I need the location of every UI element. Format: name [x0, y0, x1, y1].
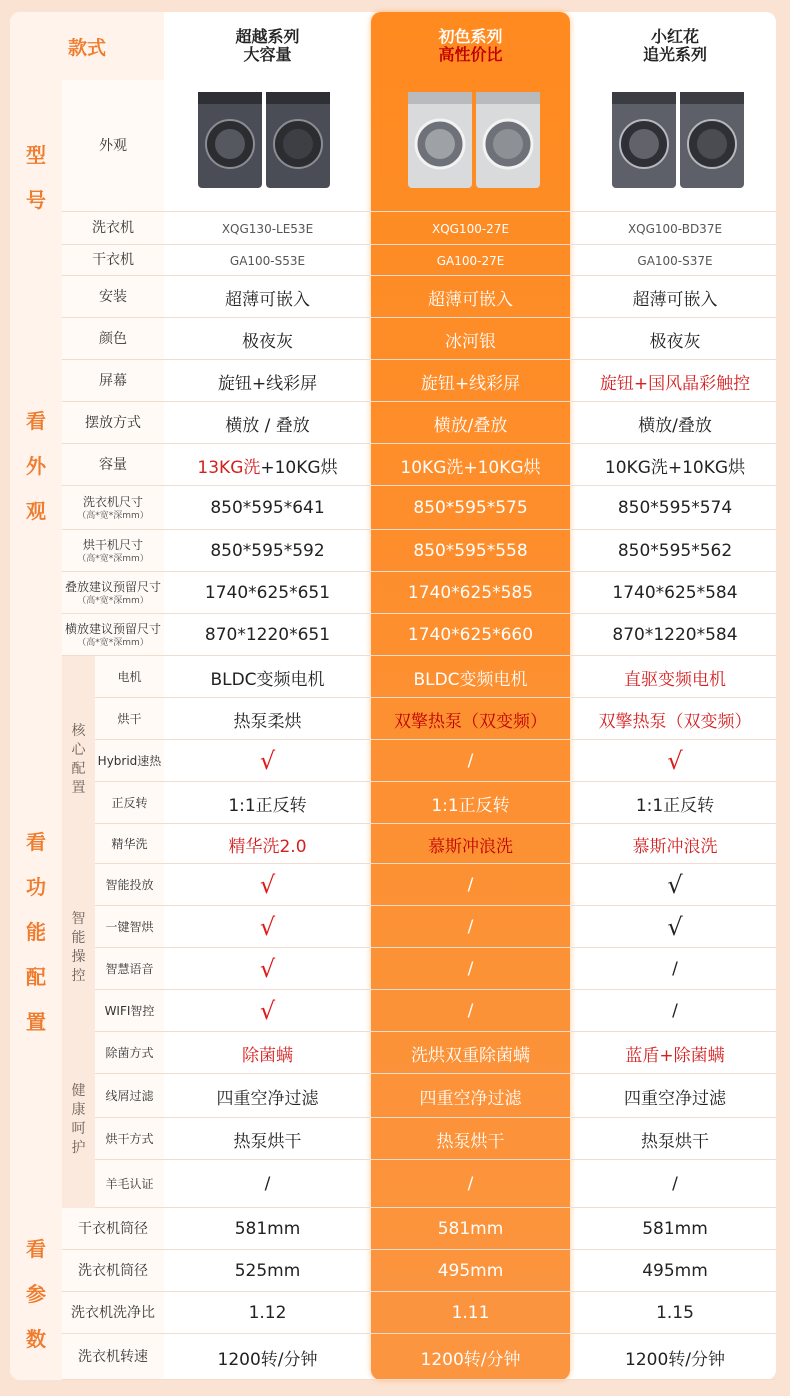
cell-value: 1200转/分钟 — [420, 1349, 521, 1370]
cell-dryer_drum-2 — [371, 1208, 570, 1250]
check-mark: √ — [667, 913, 683, 941]
row-label-text: 洗衣机筒径 — [78, 1262, 148, 1279]
cell-stack_size-1 — [168, 572, 367, 614]
cell-mite-2 — [371, 1032, 570, 1074]
cell-value: 四重空净过滤 — [624, 1088, 726, 1109]
row-label-color — [62, 318, 164, 360]
cell-side_size-1 — [168, 614, 367, 656]
not-available-mark: / — [467, 917, 474, 937]
row-label-text: Hybrid速热 — [97, 753, 162, 768]
cell-value: 旋钮+线彩屏 — [420, 373, 521, 394]
check-mark: √ — [259, 747, 276, 775]
machine-image-1 — [196, 90, 332, 192]
category-function: 看功能配置 — [10, 656, 62, 1208]
row-label-text: 洗衣机尺寸 — [82, 495, 143, 509]
cell-dosing-3 — [574, 864, 776, 906]
row-label-stack_size — [62, 572, 164, 614]
cell-value: 旋钮+线彩屏 — [217, 373, 318, 394]
row-label-text: 烘干机尺寸 — [82, 538, 143, 552]
row-label-note: （高*宽*深mm） — [77, 638, 149, 648]
cell-value: 1.15 — [656, 1303, 694, 1323]
cell-ratio-3 — [574, 1292, 776, 1334]
row-label-text: 除菌方式 — [105, 1045, 154, 1060]
cell-value: 四重空净过滤 — [419, 1088, 522, 1109]
cell-speed-3 — [574, 1334, 776, 1380]
cell-value: 洗烘双重除菌螨 — [411, 1045, 530, 1066]
cell-washer_drum-1 — [168, 1250, 367, 1292]
cell-value: 旋钮+国风晶彩触控 — [599, 373, 751, 394]
cell-value: 850*595*574 — [617, 498, 733, 518]
row-label-text: 屏幕 — [99, 372, 127, 389]
row-label-text: 智慧语音 — [105, 961, 154, 976]
cell-value: 495mm — [642, 1261, 708, 1281]
cell-value: GA100-S53E — [229, 253, 306, 268]
cell-value: 除菌螨 — [242, 1045, 293, 1066]
cell-value: 冰河银 — [445, 331, 496, 352]
cell-voice-3 — [574, 948, 776, 990]
row-label-text: 外观 — [99, 137, 127, 154]
cell-reverse-3 — [574, 782, 776, 824]
row-label-drymethod — [95, 1118, 164, 1160]
cell-value: 1.12 — [248, 1303, 287, 1323]
cell-color-3 — [574, 318, 776, 360]
category-appearance: 看外观 — [10, 276, 62, 656]
cell-washer_drum-3 — [574, 1250, 776, 1292]
cell-value: BLDC变频电机 — [210, 669, 325, 690]
cell-value: 横放/叠放 — [638, 415, 712, 436]
row-label-text: 一键智烘 — [105, 919, 154, 934]
cell-reverse-1 — [168, 782, 367, 824]
cell-screen-1 — [168, 360, 367, 402]
row-label-text: 洗衣机 — [92, 220, 134, 236]
cell-wifi-2 — [371, 990, 570, 1032]
row-label-dryer_model — [62, 245, 164, 276]
row-label-text: 颜色 — [99, 330, 127, 347]
row-label-text: 安装 — [99, 288, 127, 305]
row-label-washer_size — [62, 486, 164, 530]
cell-value: 热泵烘干 — [233, 1131, 302, 1152]
cell-side_size-3 — [574, 614, 776, 656]
cell-value: 581mm — [437, 1219, 504, 1239]
capacity-value: 10KG洗+10KG烘 — [604, 457, 746, 478]
cell-screen-3 — [574, 360, 776, 402]
cell-value: 525mm — [234, 1261, 301, 1281]
row-label-essence — [95, 824, 164, 864]
cell-value: 1.11 — [451, 1303, 490, 1323]
row-label-note: （高*宽*深mm） — [77, 554, 149, 564]
cell-dosing-1 — [168, 864, 367, 906]
cell-placement-3 — [574, 402, 776, 444]
cell-ratio-1 — [168, 1292, 367, 1334]
cell-value: 超薄可嵌入 — [632, 289, 718, 310]
row-label-text: 干衣机筒径 — [78, 1220, 148, 1237]
cell-lint-1 — [168, 1074, 367, 1118]
row-label-side_size — [62, 614, 164, 656]
cell-value: 1740*625*660 — [407, 625, 534, 645]
cell-value: 极夜灰 — [242, 331, 293, 352]
check-mark: √ — [259, 955, 276, 983]
row-label-dryer_drum — [62, 1208, 164, 1250]
cell-value: 超薄可嵌入 — [428, 289, 513, 310]
cell-dosing-2 — [371, 864, 570, 906]
cell-value: XQG130-LE53E — [221, 221, 314, 236]
cell-hybrid-3 — [574, 740, 776, 782]
row-label-motor — [95, 656, 164, 698]
cell-dryer_model-2 — [371, 245, 570, 276]
cell-value: 1740*625*584 — [612, 583, 738, 603]
cell-value: 1200转/分钟 — [625, 1349, 725, 1370]
cell-value: XQG100-27E — [431, 221, 510, 236]
cell-mite-3 — [574, 1032, 776, 1074]
cell-smartdry-3 — [574, 906, 776, 948]
cell-value: 横放/叠放 — [433, 415, 508, 436]
cell-drying-2 — [371, 698, 570, 740]
row-label-capacity — [62, 444, 164, 486]
cell-value: 1740*625*585 — [407, 583, 534, 603]
row-label-note: （高*宽*深mm） — [77, 511, 149, 521]
row-label-wool — [95, 1160, 164, 1208]
cell-value: GA100-S37E — [637, 253, 713, 268]
cell-drymethod-2 — [371, 1118, 570, 1160]
cell-wool-2 — [371, 1160, 570, 1208]
cell-washer_model-1 — [168, 212, 367, 245]
check-mark: √ — [259, 871, 276, 899]
cell-value: 蓝盾+除菌螨 — [625, 1045, 725, 1066]
cell-stack_size-3 — [574, 572, 776, 614]
cell-value: 直驱变频电机 — [624, 669, 726, 690]
row-label-hybrid — [95, 740, 164, 782]
cell-speed-2 — [371, 1334, 570, 1380]
cell-value: 四重空净过滤 — [216, 1088, 319, 1109]
cell-value: 慕斯冲浪洗 — [428, 836, 513, 857]
row-label-text: 烘干方式 — [105, 1131, 154, 1146]
row-label-look — [62, 80, 164, 212]
cell-color-2 — [371, 318, 570, 360]
cell-value: 精华洗2.0 — [228, 836, 307, 857]
row-label-text: 烘干 — [117, 711, 142, 726]
cell-dryer_size-2 — [371, 530, 570, 572]
cell-essence-2 — [371, 824, 570, 864]
row-label-text: 洗衣机洗净比 — [71, 1304, 155, 1321]
cell-value: BLDC变频电机 — [413, 669, 528, 690]
cell-placement-1 — [168, 402, 367, 444]
row-label-note: （高*宽*深mm） — [77, 596, 149, 606]
header-col-2: 初色系列 高性价比 — [438, 27, 503, 64]
row-label-text: 线屑过滤 — [105, 1088, 154, 1103]
row-label-text: 羊毛认证 — [105, 1176, 154, 1191]
cell-stack_size-2 — [371, 572, 570, 614]
cell-dryer_drum-3 — [574, 1208, 776, 1250]
cell-value: 1:1正反转 — [431, 795, 510, 816]
row-label-text: 容量 — [99, 456, 127, 473]
cell-drying-1 — [168, 698, 367, 740]
header-style-label — [10, 12, 164, 80]
cell-lint-3 — [574, 1074, 776, 1118]
style-text: 款式 — [67, 36, 106, 59]
cell-value: 850*595*592 — [210, 541, 325, 561]
row-label-lint — [95, 1074, 164, 1118]
row-label-text: WIFI智控 — [104, 1003, 155, 1018]
cell-value: GA100-27E — [436, 253, 505, 268]
category-model: 型号 — [10, 80, 62, 276]
row-label-text: 叠放建议预留尺寸 — [64, 580, 161, 594]
row-label-text: 正反转 — [111, 795, 148, 810]
row-label-mite — [95, 1032, 164, 1074]
cell-wifi-1 — [168, 990, 367, 1032]
check-mark: √ — [667, 747, 683, 775]
cell-reverse-2 — [371, 782, 570, 824]
cell-essence-1 — [168, 824, 367, 864]
cell-speed-1 — [168, 1334, 367, 1380]
row-label-ratio — [62, 1292, 164, 1334]
cell-install-3 — [574, 276, 776, 318]
subgroup-core: 核心配置 — [62, 656, 95, 864]
cell-value: 超薄可嵌入 — [225, 289, 310, 310]
cell-motor-3 — [574, 656, 776, 698]
cell-capacity-3 — [574, 444, 776, 486]
row-label-install — [62, 276, 164, 318]
cell-value: 双擎热泵（双变频） — [394, 711, 547, 732]
row-label-dryer_size — [62, 530, 164, 572]
not-available-mark: / — [672, 1001, 678, 1021]
cell-placement-2 — [371, 402, 570, 444]
cell-smartdry-2 — [371, 906, 570, 948]
cell-wool-3 — [574, 1160, 776, 1208]
row-label-text: 干衣机 — [92, 252, 134, 268]
cell-value: 870*1220*651 — [204, 625, 331, 645]
cell-motor-2 — [371, 656, 570, 698]
not-available-mark: / — [672, 1174, 678, 1194]
row-label-washer_drum — [62, 1250, 164, 1292]
cell-value: 1200转/分钟 — [217, 1349, 318, 1370]
cell-color-1 — [168, 318, 367, 360]
cell-lint-2 — [371, 1074, 570, 1118]
machine-image-3 — [610, 90, 746, 192]
cell-value: 1740*625*651 — [204, 583, 331, 603]
cell-voice-1 — [168, 948, 367, 990]
cell-mite-1 — [168, 1032, 367, 1074]
cell-hybrid-1 — [168, 740, 367, 782]
cell-washer_size-1 — [168, 486, 367, 530]
row-label-speed — [62, 1334, 164, 1380]
cell-value: 热泵柔烘 — [233, 711, 302, 732]
cell-value: 850*595*575 — [413, 498, 528, 518]
cell-value: 横放 / 叠放 — [225, 415, 310, 436]
cell-dryer_model-3 — [574, 245, 776, 276]
cell-dryer_size-3 — [574, 530, 776, 572]
cell-ratio-2 — [371, 1292, 570, 1334]
cell-value: 581mm — [234, 1219, 301, 1239]
category-params: 看参数 — [10, 1208, 62, 1380]
row-label-text: 精华洗 — [111, 836, 148, 851]
cell-value: XQG100-BD37E — [627, 221, 723, 236]
not-available-mark: / — [467, 1174, 474, 1194]
cell-hybrid-2 — [371, 740, 570, 782]
cell-drymethod-1 — [168, 1118, 367, 1160]
row-label-washer_model — [62, 212, 164, 245]
header-col-3: 小红花 追光系列 — [642, 27, 707, 64]
cell-value: 1:1正反转 — [228, 795, 307, 816]
capacity-suffix: +10KG烘 — [260, 457, 338, 478]
row-label-wifi — [95, 990, 164, 1032]
row-label-text: 摆放方式 — [85, 414, 141, 431]
cell-motor-1 — [168, 656, 367, 698]
check-mark: √ — [259, 997, 276, 1025]
cell-value: 495mm — [437, 1261, 504, 1281]
cell-drymethod-3 — [574, 1118, 776, 1160]
cell-smartdry-1 — [168, 906, 367, 948]
cell-wool-1 — [168, 1160, 367, 1208]
cell-dryer_size-1 — [168, 530, 367, 572]
row-label-placement — [62, 402, 164, 444]
cell-value: 热泵烘干 — [641, 1131, 709, 1152]
cell-value: 850*595*641 — [210, 498, 325, 518]
row-label-screen — [62, 360, 164, 402]
row-label-text: 洗衣机转速 — [78, 1348, 148, 1365]
cell-value: 581mm — [642, 1219, 708, 1239]
cell-value: 极夜灰 — [649, 331, 701, 352]
cell-dryer_drum-1 — [168, 1208, 367, 1250]
row-label-text: 电机 — [117, 669, 142, 684]
header-col-1: 超越系列 大容量 — [235, 27, 300, 64]
cell-dryer_model-1 — [168, 245, 367, 276]
cell-value: 850*595*558 — [413, 541, 528, 561]
row-label-text: 智能投放 — [105, 877, 154, 892]
cell-side_size-2 — [371, 614, 570, 656]
not-available-mark: / — [467, 959, 474, 979]
cell-washer_size-3 — [574, 486, 776, 530]
cell-washer_drum-2 — [371, 1250, 570, 1292]
cell-value: 热泵烘干 — [436, 1131, 505, 1152]
cell-wifi-3 — [574, 990, 776, 1032]
check-mark: √ — [259, 913, 276, 941]
cell-value: 1:1正反转 — [635, 795, 715, 816]
cell-washer_size-2 — [371, 486, 570, 530]
not-available-mark: / — [467, 875, 474, 895]
cell-screen-2 — [371, 360, 570, 402]
cell-value: 慕斯冲浪洗 — [632, 836, 718, 857]
cell-washer_model-3 — [574, 212, 776, 245]
cell-essence-3 — [574, 824, 776, 864]
not-available-mark: / — [467, 1001, 474, 1021]
row-label-drying — [95, 698, 164, 740]
check-mark: √ — [667, 871, 683, 899]
row-label-voice — [95, 948, 164, 990]
not-available-mark: / — [467, 751, 474, 771]
machine-image-2 — [406, 90, 542, 192]
row-label-smartdry — [95, 906, 164, 948]
cell-drying-3 — [574, 698, 776, 740]
cell-voice-2 — [371, 948, 570, 990]
not-available-mark: / — [672, 959, 678, 979]
capacity-value: 10KG洗+10KG烘 — [400, 457, 541, 478]
cell-capacity-1 — [168, 444, 367, 486]
subgroup-smart: 智能操控 — [62, 864, 95, 1032]
cell-value: 870*1220*584 — [612, 625, 738, 645]
cell-value: 850*595*562 — [617, 541, 733, 561]
cell-capacity-2 — [371, 444, 570, 486]
subgroup-health: 健康呵护 — [62, 1032, 95, 1208]
row-label-reverse — [95, 782, 164, 824]
row-label-dosing — [95, 864, 164, 906]
not-available-mark: / — [264, 1174, 271, 1194]
cell-install-1 — [168, 276, 367, 318]
cell-install-2 — [371, 276, 570, 318]
cell-washer_model-2 — [371, 212, 570, 245]
cell-value: 双擎热泵（双变频） — [598, 711, 752, 732]
row-label-text: 横放建议预留尺寸 — [64, 622, 161, 636]
capacity-highlight: 13KG洗 — [197, 457, 261, 478]
